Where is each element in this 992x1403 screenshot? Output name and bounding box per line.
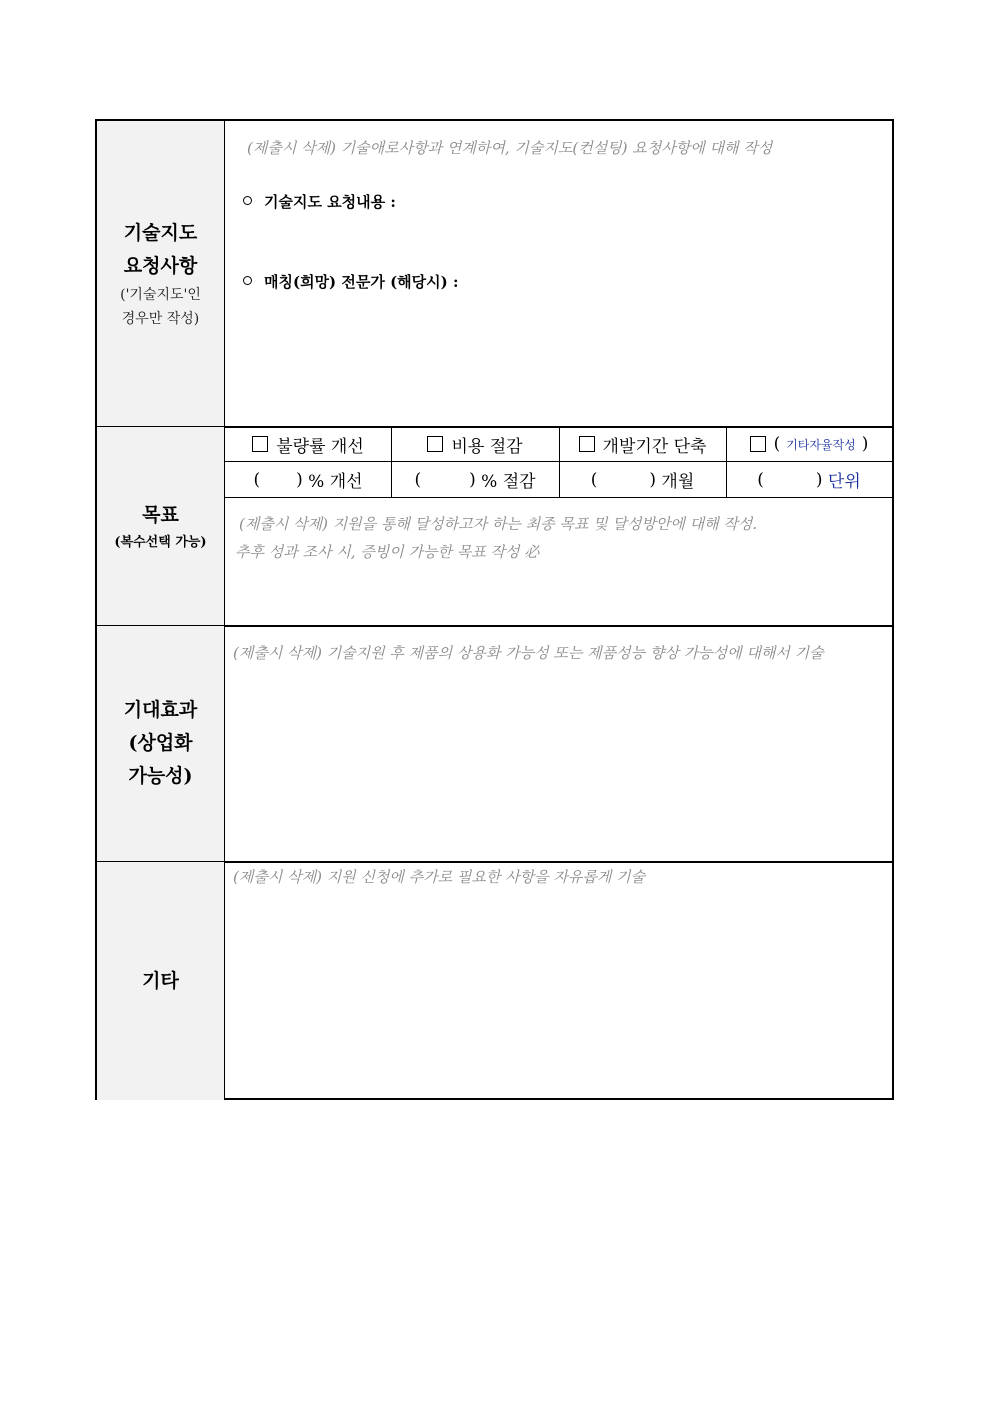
label-line: 요청사항	[123, 254, 198, 277]
goal-options-grid	[225, 427, 892, 498]
guide-text: (제출시 삭제) 지원 신청에 추가로 필요한 사항을 자유롭게 기술	[233, 868, 646, 886]
bullet-label: 기술지도 요청내용 :	[264, 193, 396, 211]
goal-option-dev-period[interactable]	[559, 427, 726, 461]
support-request-form	[95, 119, 894, 1100]
checkbox-icon[interactable]	[750, 436, 766, 452]
goal-value-defect-rate[interactable]	[225, 462, 391, 497]
option-label: 개발기간 단축	[602, 436, 707, 457]
option-label: (	[773, 434, 781, 454]
unit-label: % 절감	[481, 472, 536, 492]
paren: (	[757, 469, 764, 490]
section-label	[97, 427, 225, 625]
paren: (	[253, 469, 261, 490]
section-content-area[interactable]	[225, 626, 892, 861]
guide-text: (제출시 삭제) 기술애로사항과 연계하여, 기술지도(컨설팅) 요청사항에 대해 작성	[247, 139, 773, 157]
guide-text: (제출시 삭제) 기술지원 후 제품의 상용화 가능성 또는 제품성능 향상 가능성에 대해서 기술	[233, 644, 824, 662]
circle-bullet-icon	[243, 276, 252, 285]
goal-description-area[interactable]	[225, 497, 892, 625]
other-placeholder: 기타자율작성	[786, 437, 856, 452]
checkbox-icon[interactable]	[427, 436, 443, 452]
goal-value-other[interactable]	[726, 462, 892, 497]
bullet-expert-matching	[243, 271, 459, 292]
paren: )	[815, 469, 823, 490]
section-expected-effect	[97, 626, 892, 861]
guide-text: 추후 성과 조사 시, 증빙이 가능한 목표 작성 必	[235, 543, 540, 561]
unit-label: 단위	[827, 472, 861, 492]
checkbox-icon[interactable]	[252, 436, 268, 452]
goal-option-other[interactable]	[726, 427, 892, 461]
paren: )	[469, 469, 476, 490]
section-content-area	[225, 427, 892, 625]
checkbox-icon[interactable]	[579, 436, 595, 452]
paren: (	[414, 469, 422, 490]
section-label	[97, 121, 225, 426]
goal-value-dev-period[interactable]	[559, 462, 726, 497]
label-note: 경우만 작성)	[121, 310, 200, 327]
label-line: 가능성)	[128, 765, 193, 787]
label-line: 목표	[142, 503, 179, 526]
goal-option-cost[interactable]	[391, 427, 559, 461]
unit-label: % 개선	[308, 472, 363, 492]
section-goal	[97, 427, 892, 625]
section-label	[97, 626, 225, 861]
circle-bullet-icon	[243, 196, 252, 205]
goal-value-cost[interactable]	[391, 462, 559, 497]
unit-label: 개월	[661, 472, 695, 492]
label-line: 기타	[142, 969, 179, 992]
label-note: ('기술지도'인	[120, 286, 201, 303]
paren: (	[590, 469, 598, 490]
paren: )	[296, 469, 303, 490]
option-label: 불량률 개선	[276, 436, 364, 457]
paren: )	[649, 469, 656, 490]
section-tech-guidance	[97, 121, 892, 426]
label-line: 기술지도	[123, 221, 198, 244]
option-label: 비용 절감	[451, 436, 523, 457]
section-content-area[interactable]	[225, 121, 892, 426]
guide-text: (제출시 삭제) 지원을 통해 달성하고자 하는 최종 목표 및 달성방안에 대해 작성.	[239, 515, 758, 533]
bullet-label: 매칭(희망) 전문가 (해당시) :	[264, 273, 459, 291]
label-line: (상업화	[128, 732, 193, 754]
option-close-paren: )	[861, 434, 869, 454]
goal-option-defect-rate[interactable]	[225, 427, 391, 461]
section-etc	[97, 862, 892, 1100]
label-line: 기대효과	[123, 699, 198, 721]
label-note: (복수선택 가능)	[114, 534, 207, 550]
section-label	[97, 862, 225, 1100]
bullet-request-content	[243, 191, 396, 212]
section-content-area[interactable]	[225, 862, 892, 1100]
